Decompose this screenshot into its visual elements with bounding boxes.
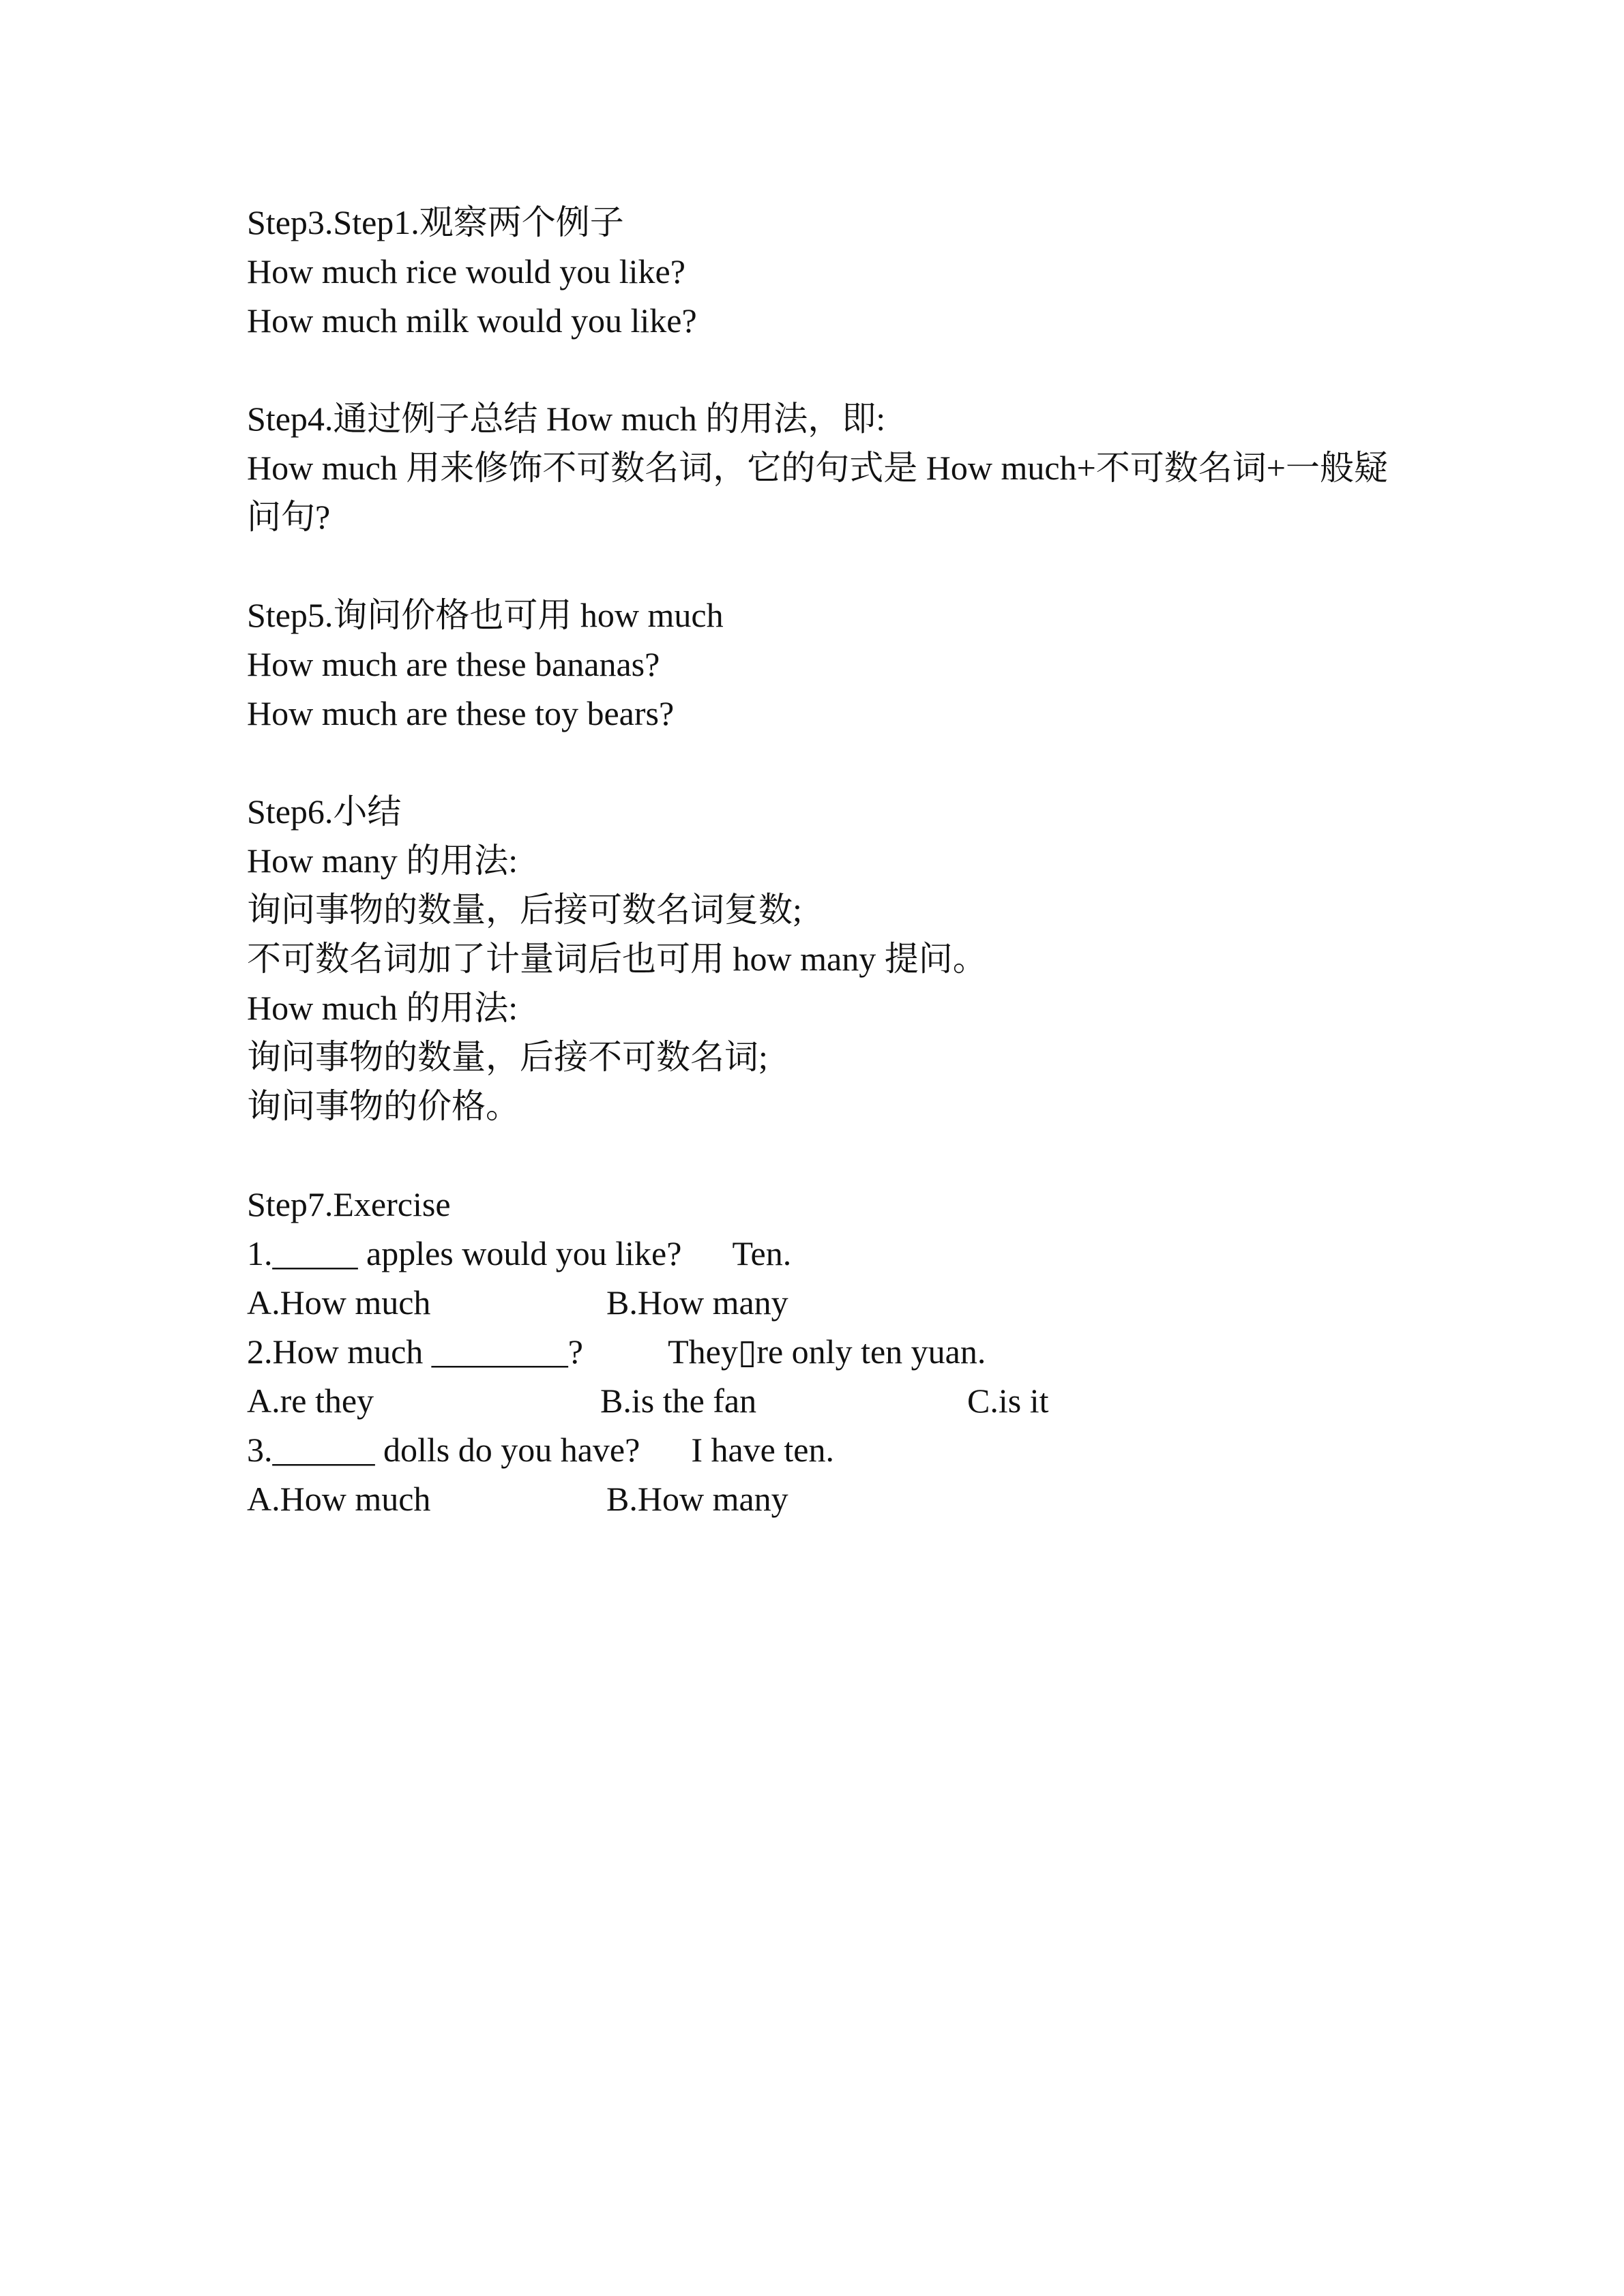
option-c: C.is it [967, 1382, 1049, 1420]
step4-heading: Step4.通过例子总结 How much 的用法，即: [247, 400, 886, 438]
step6-line-6: 询问事物的价格。 [247, 1087, 520, 1125]
option-a: A.re they [247, 1382, 374, 1420]
step3-heading: Step3.Step1.观察两个例子 [247, 203, 624, 241]
exercise-question-3: 3.______ dolls do you have? I have ten. [247, 1431, 834, 1469]
step6-section [247, 787, 1406, 1131]
exercise-question-1: 1._____ apples would you like? Ten. [247, 1234, 792, 1272]
option-b: B.How many [606, 1283, 788, 1322]
step7-heading: Step7.Exercise [247, 1185, 451, 1223]
step3-example-1: How much rice would you like? [247, 252, 685, 290]
step6-line-5: 询问事物的数量，后接不可数名词; [247, 1038, 768, 1076]
step6-line-1: How many 的用法: [247, 841, 518, 880]
step4-section [247, 394, 1406, 541]
step6-line-4: How much 的用法: [247, 989, 518, 1027]
option-b: B.is the fan [600, 1382, 757, 1420]
step4-body: How much 用来修饰不可数名词，它的句式是 How much+不可数名词+一般疑问句? [247, 449, 1388, 536]
step6-line-3: 不可数名词加了计量词后也可用 how many 提问。 [247, 940, 987, 978]
exercise-options-1 [247, 1278, 1406, 1327]
step5-example-2: How much are these toy bears? [247, 694, 675, 732]
option-a: A.How much [247, 1283, 431, 1322]
document-content [247, 198, 1406, 1572]
exercise-question-2: 2.How much ________? They▯re only ten yuan. [247, 1332, 986, 1371]
step6-heading: Step6.小结 [247, 792, 402, 831]
step5-section [247, 591, 1406, 738]
step3-section [247, 198, 1406, 345]
exercise-options-3 [247, 1474, 1406, 1523]
exercise-options-2 [247, 1376, 1406, 1425]
step6-line-2: 询问事物的数量，后接可数名词复数; [247, 891, 802, 929]
step5-example-1: How much are these bananas? [247, 645, 660, 683]
step3-example-2: How much milk would you like? [247, 301, 697, 340]
step7-section [247, 1180, 1406, 1523]
option-a: A.How much [247, 1480, 431, 1518]
step5-heading: Step5.询问价格也可用 how much [247, 596, 724, 634]
option-b: B.How many [606, 1480, 788, 1518]
